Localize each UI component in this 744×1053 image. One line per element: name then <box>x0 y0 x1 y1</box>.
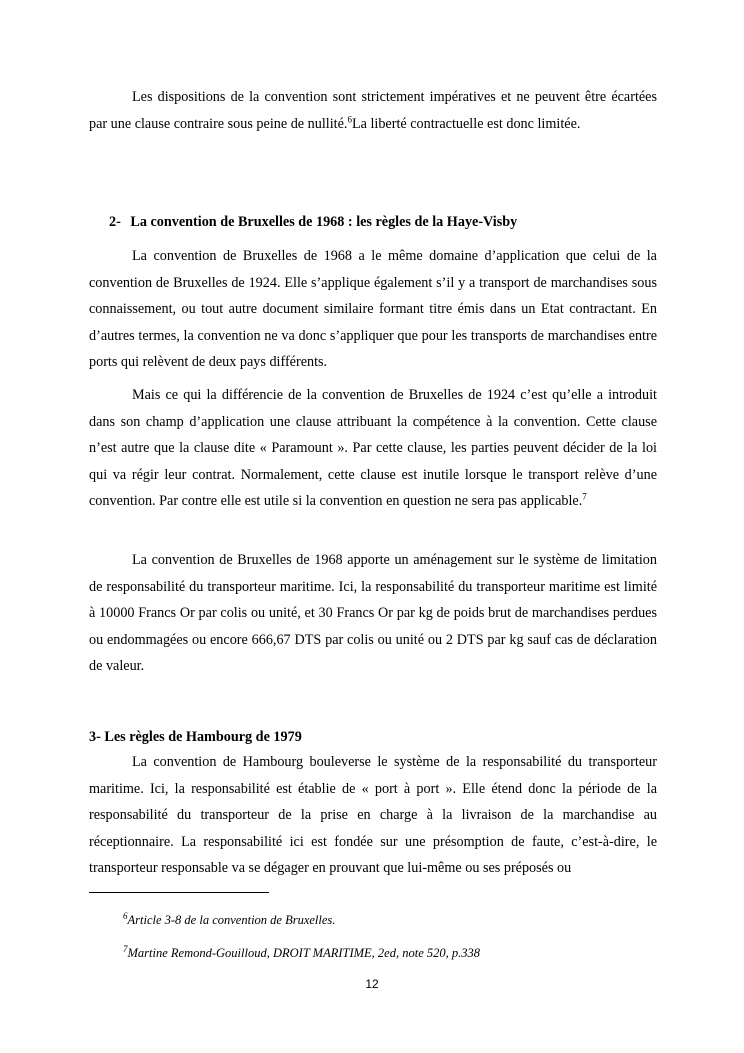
paragraph-domaine: La convention de Bruxelles de 1968 a le même domaine d’application que celui de la convention de Bruxelles de 1924. Elle s’applique également s’il y a transport de marchandises sous connaissement, ou tout autre document similaire formant titre émis dans un Etat contractant. En d’autres termes, la convention ne va donc s’appliquer que pour les transports de marchandises entre ports qui relèvent de deux pays différents. <box>89 248 657 370</box>
footnote-text: Martine Remond-Gouilloud, DROIT MARITIME, 2ed, note 520, p.338 <box>127 946 480 960</box>
footnote-divider <box>89 892 269 893</box>
paragraph-paramount <box>89 382 657 515</box>
paragraph-dispositions <box>89 84 657 137</box>
paragraph-limitation: La convention de Bruxelles de 1968 apporte un aménagement sur le système de limitation de responsabilité du transporteur maritime. Ici, la responsabilité du transporteur maritime est limité à 10000 Francs Or par colis ou unité, et 30 Francs Or par kg de poids brut de marchandises perdues ou endommagées ou encore 666,67 DTS par colis ou unité ou 2 DTS par kg sauf cas de déclaration de valeur. <box>89 552 657 674</box>
paragraph-text: Les dispositions de la convention sont strictement impératives et ne peuvent être écartées par une clause contraire sous peine de nullité. <box>89 89 657 132</box>
footnote-6 <box>123 912 335 928</box>
section-title: La convention de Bruxelles de 1968 : les règles de la Haye-Visby <box>130 214 518 230</box>
footnote-7 <box>123 945 480 961</box>
paragraph-text: La liberté contractuelle est donc limitée. <box>351 115 581 132</box>
footnote-text: Article 3-8 de la convention de Bruxelles. <box>127 913 336 927</box>
page-number: 12 <box>365 977 379 991</box>
footnote-ref-6[interactable]: 6 <box>347 113 352 124</box>
paragraph-text: Mais ce qui la différencie de la convention de Bruxelles de 1924 c’est qu’elle a introduit dans son champ d’application une clause attribuant la compétence à la convention. Cette clause n’est autre que la clause dite « Paramount ». Par cette clause, les parties peuvent décider de la loi qui va régir leur contrat. Normalement, cette clause est inutile lorsque le transport relève d’une convention. Par contre elle est utile si la convention en question ne sera pas applicable. <box>89 387 657 509</box>
section-heading-2 <box>109 213 517 231</box>
footnote-number: 7 <box>123 943 128 954</box>
footnote-number: 6 <box>123 910 128 921</box>
footnote-ref-7[interactable]: 7 <box>582 491 587 502</box>
paragraph-hambourg: La convention de Hambourg bouleverse le système de la responsabilité du transporteur maritime. Ici, la responsabilité est établie de « port à port ». Elle étend donc la période de la responsabilité du transporteur de la prise en charge à la livraison de la marchandise au réceptionnaire. La responsabilité ici est fondée sur une présomption de faute, c’est-à-dire, le transporteur responsable va se dégager en prouvant que lui-même ou ses préposés ou <box>89 754 657 876</box>
section-number: 2- <box>109 214 121 230</box>
section-heading-3: 3- Les règles de Hambourg de 1979 <box>89 729 302 745</box>
